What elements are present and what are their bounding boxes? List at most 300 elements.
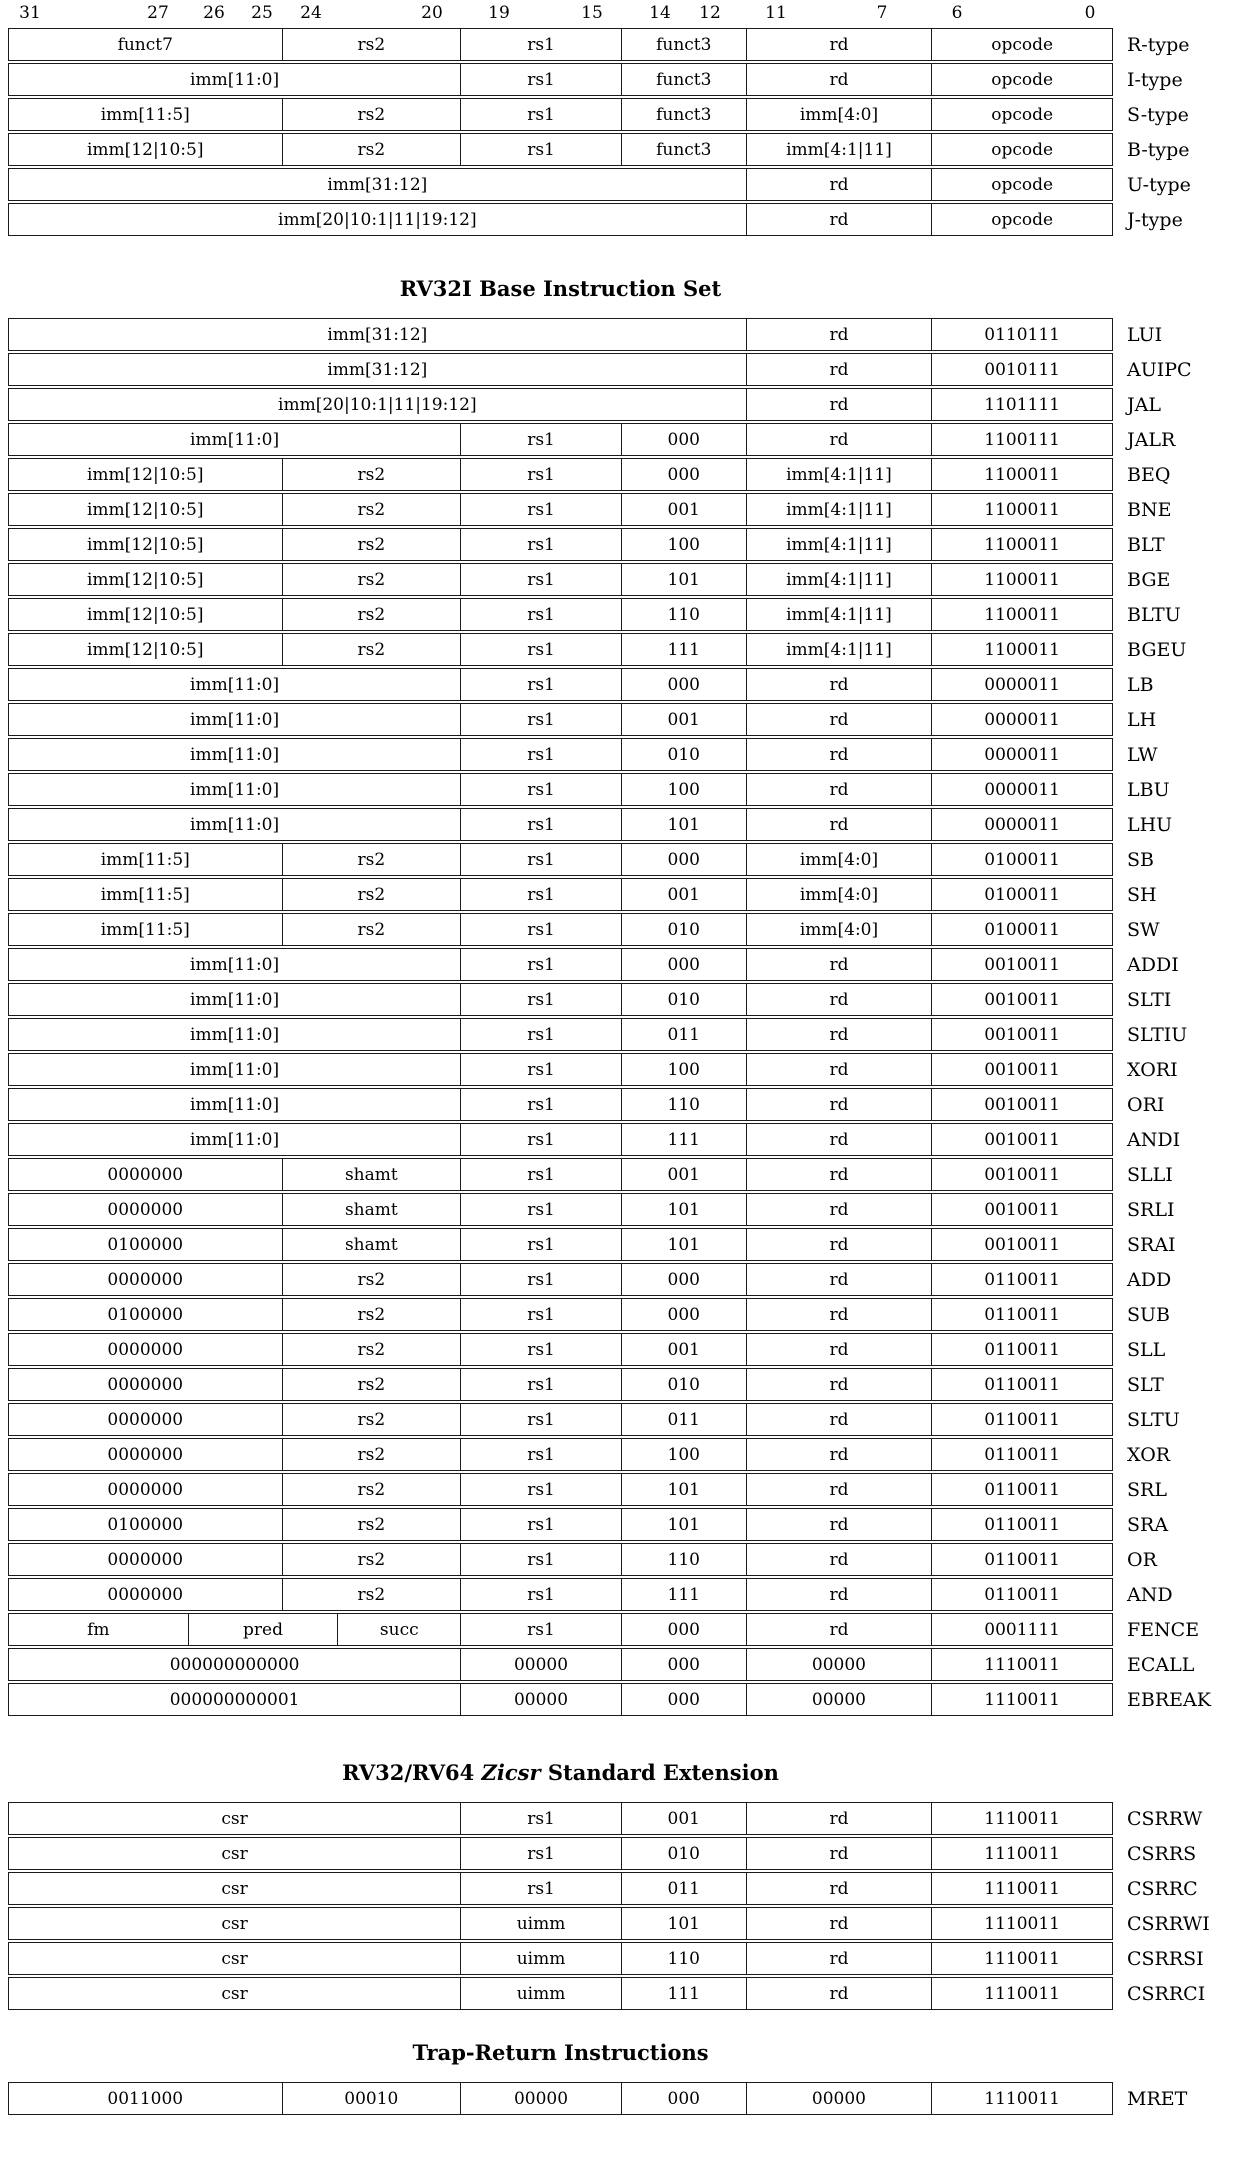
mnemonic-label: CSRRC (1127, 1877, 1198, 1900)
field-rs2: rs2 (282, 134, 461, 165)
field-rs1: rs1 (460, 1803, 621, 1834)
field-imm12: imm[11:0] (190, 1094, 280, 1115)
field-rd: imm[4:1|11] (746, 459, 932, 490)
field-funct7: 0000000 (107, 1549, 184, 1570)
field-funct3: 000 (621, 949, 746, 980)
field-funct3: 110 (621, 1544, 746, 1575)
field-rd: rd (746, 1838, 932, 1869)
rv32i-row-add (8, 1263, 1252, 1296)
field-funct3: 001 (621, 1803, 746, 1834)
field-funct3: 001 (621, 879, 746, 910)
field-rd: imm[4:0] (746, 844, 932, 875)
field-opcode: 0110011 (931, 1264, 1112, 1295)
section-title-trap-return (8, 2040, 1113, 2066)
field-rs1: rs1 (460, 1054, 621, 1085)
zicsr-row-csrrs (8, 1837, 1252, 1870)
field-rs1: rs1 (460, 424, 621, 455)
mnemonic-label: SLTIU (1127, 1023, 1188, 1046)
field-opcode: opcode (931, 204, 1112, 235)
field-rd: rd (746, 739, 932, 770)
field-funct7: 0100000 (107, 1304, 184, 1325)
field-rs1: rs1 (460, 809, 621, 840)
mnemonic-label: ADDI (1127, 953, 1179, 976)
field-rd: rd (746, 1194, 932, 1225)
rv32i-row-sb (8, 843, 1252, 876)
page-content (8, 0, 1252, 2117)
field-funct7: imm[11:5] (100, 849, 190, 870)
field-funct3: 000 (621, 2083, 746, 2114)
mnemonic-label: CSRRW (1127, 1807, 1203, 1830)
field-funct3: 000 (621, 669, 746, 700)
rv32i-row-and (8, 1578, 1252, 1611)
mnemonic-label: ECALL (1127, 1653, 1195, 1676)
field-rd: rd (746, 949, 932, 980)
mnemonic-label: LH (1127, 708, 1157, 731)
field-rs1: rs1 (460, 459, 621, 490)
rv32i-row-blt (8, 528, 1252, 561)
field-funct7: 0100000 (107, 1234, 184, 1255)
field-rd: rd (746, 1978, 932, 2009)
instruction-format-table (8, 28, 1252, 236)
field-funct3: 000 (621, 1684, 746, 1715)
field-rs1: rs1 (460, 1299, 621, 1330)
rv32i-row-slti (8, 983, 1252, 1016)
field-funct7: imm[11:5] (100, 884, 190, 905)
field-rd: rd (746, 1124, 932, 1155)
field-rd: rd (746, 704, 932, 735)
bitfield-row (8, 1298, 1113, 1331)
field-rs2: rs2 (282, 1509, 461, 1540)
field-funct3: 000 (621, 1649, 746, 1680)
rv32i-row-srl (8, 1473, 1252, 1506)
bitfield-row (8, 948, 1113, 981)
field-imm12: csr (221, 1808, 248, 1829)
field-rd: rd (746, 1229, 932, 1260)
field-rs1: rs1 (460, 1159, 621, 1190)
field-funct3: 000 (621, 1264, 746, 1295)
bit-number-11: 11 (765, 3, 787, 23)
zicsr-instruction-table (8, 1802, 1252, 2010)
field-opcode: 1100011 (931, 459, 1112, 490)
field-opcode: 0100011 (931, 879, 1112, 910)
zicsr-row-csrrc (8, 1872, 1252, 1905)
bit-number-0: 0 (1084, 3, 1096, 23)
bitfield-row (8, 1578, 1113, 1611)
field-funct3: funct3 (621, 64, 746, 95)
field-rs1: rs1 (460, 984, 621, 1015)
field-rs2: shamt (282, 1229, 461, 1260)
field-funct3: 101 (621, 1908, 746, 1939)
format-row-i-type (8, 63, 1252, 96)
field-rd: rd (746, 1089, 932, 1120)
field-funct7: 0000000 (107, 1339, 184, 1360)
mnemonic-label: I-type (1127, 68, 1183, 91)
zicsr-row-csrrwi (8, 1907, 1252, 1940)
field-opcode: 1100011 (931, 634, 1112, 665)
field-rs2: rs2 (282, 1264, 461, 1295)
rv32i-row-xor (8, 1438, 1252, 1471)
rv32i-instruction-table (8, 318, 1252, 1716)
rv32i-row-sltu (8, 1403, 1252, 1436)
bitfield-row (8, 423, 1113, 456)
bitfield-row (8, 1907, 1113, 1940)
field-rd: rd (746, 1614, 932, 1645)
field-funct7: imm[11:5] (100, 104, 190, 125)
bitfield-row (8, 1403, 1113, 1436)
bitfield-row (8, 738, 1113, 771)
field-imm20: imm[31:12] (327, 359, 428, 380)
field-rs1: rs1 (460, 529, 621, 560)
mnemonic-label: OR (1127, 1548, 1157, 1571)
field-imm12: imm[11:0] (190, 954, 280, 975)
field-opcode: 1100011 (931, 494, 1112, 525)
field-rs2: rs2 (282, 1579, 461, 1610)
bitfield-row (8, 563, 1113, 596)
bit-position-ruler (8, 0, 1113, 27)
field-rd: imm[4:0] (746, 99, 932, 130)
bitfield-row (8, 528, 1113, 561)
title-italic: Zicsr (481, 1760, 541, 1785)
field-rs1: 00000 (460, 2083, 621, 2114)
field-rs2: rs2 (282, 29, 461, 60)
field-rs2: shamt (282, 1194, 461, 1225)
field-rs1: 00000 (460, 1684, 621, 1715)
field-opcode: 0010011 (931, 1124, 1112, 1155)
field-opcode: 0000011 (931, 669, 1112, 700)
field-funct3: 110 (621, 1943, 746, 1974)
mnemonic-label: SLT (1127, 1373, 1164, 1396)
field-opcode: 0100011 (931, 844, 1112, 875)
field-rs2: rs2 (282, 529, 461, 560)
field-rs1: rs1 (460, 1334, 621, 1365)
bitfield-row (8, 1088, 1113, 1121)
field-funct3: 000 (621, 459, 746, 490)
field-rd: rd (746, 354, 932, 385)
field-opcode: 1101111 (931, 389, 1112, 420)
bitfield-row (8, 1368, 1113, 1401)
bitfield-row (8, 633, 1113, 666)
zicsr-row-csrrci (8, 1977, 1252, 2010)
field-rs2: rs2 (282, 844, 461, 875)
rv32i-row-beq (8, 458, 1252, 491)
field-funct3: 101 (621, 1229, 746, 1260)
field-funct7: imm[12|10:5] (87, 569, 204, 590)
mnemonic-label: S-type (1127, 103, 1189, 126)
field-opcode: 1110011 (931, 1943, 1112, 1974)
field-imm12: csr (221, 1878, 248, 1899)
field-funct7: 0000000 (107, 1164, 184, 1185)
bitfield-row (8, 1977, 1113, 2010)
field-rs1: rs1 (460, 879, 621, 910)
rv32i-row-addi (8, 948, 1252, 981)
bit-number-14: 14 (649, 3, 671, 23)
bitfield-row (8, 353, 1113, 386)
mnemonic-label: LUI (1127, 323, 1163, 346)
field-rs1: rs1 (460, 1474, 621, 1505)
field-rs2: rs2 (282, 564, 461, 595)
field-rs1: rs1 (460, 669, 621, 700)
field-rd: 00000 (746, 1684, 932, 1715)
field-imm12: csr (221, 1983, 248, 2004)
field-funct3: 000 (621, 1614, 746, 1645)
rv32i-row-ori (8, 1088, 1252, 1121)
field-opcode: 1110011 (931, 1649, 1112, 1680)
field-imm12: imm[11:0] (190, 989, 280, 1010)
field-rd: rd (746, 1019, 932, 1050)
field-funct3: 001 (621, 1159, 746, 1190)
field-imm12: imm[11:0] (190, 1024, 280, 1045)
bitfield-row (8, 388, 1113, 421)
field-pred: pred (188, 1614, 338, 1645)
field-funct7: imm[12|10:5] (87, 639, 204, 660)
mnemonic-label: SH (1127, 883, 1157, 906)
bit-number-24: 24 (300, 3, 322, 23)
field-funct3: 011 (621, 1873, 746, 1904)
field-rs2: rs2 (282, 1544, 461, 1575)
field-funct7: funct7 (117, 34, 173, 55)
field-rs1: rs1 (460, 1579, 621, 1610)
bitfield-row (8, 1508, 1113, 1541)
mnemonic-label: LBU (1127, 778, 1170, 801)
mnemonic-label: SRAI (1127, 1233, 1176, 1256)
field-rs1: rs1 (460, 634, 621, 665)
field-imm12: 000000000001 (169, 1689, 300, 1710)
bitfield-row (8, 1802, 1113, 1835)
field-funct7: imm[12|10:5] (87, 499, 204, 520)
field-funct3: funct3 (621, 134, 746, 165)
rv32i-row-srli (8, 1193, 1252, 1226)
rv32i-row-jalr (8, 423, 1252, 456)
bitfield-row (8, 2082, 1113, 2115)
field-rs1: rs1 (460, 704, 621, 735)
field-rs1: rs1 (460, 564, 621, 595)
bit-number-7: 7 (876, 3, 888, 23)
rv32i-row-lh (8, 703, 1252, 736)
field-funct7: imm[12|10:5] (87, 534, 204, 555)
field-rs1: rs1 (460, 29, 621, 60)
field-opcode: opcode (931, 64, 1112, 95)
mnemonic-label: R-type (1127, 33, 1190, 56)
mnemonic-label: J-type (1127, 208, 1183, 231)
field-opcode: 1110011 (931, 1838, 1112, 1869)
bitfield-row (8, 133, 1113, 166)
bit-number-19: 19 (488, 3, 510, 23)
field-funct3: 101 (621, 809, 746, 840)
field-rd: rd (746, 1404, 932, 1435)
field-funct3: 111 (621, 1579, 746, 1610)
field-rd: rd (746, 1369, 932, 1400)
mnemonic-label: BGEU (1127, 638, 1187, 661)
field-rs2: rs2 (282, 1369, 461, 1400)
field-rs1: rs1 (460, 1369, 621, 1400)
field-funct7: 0000000 (107, 1584, 184, 1605)
bit-number-31: 31 (19, 3, 41, 23)
field-funct3: 010 (621, 914, 746, 945)
field-funct3: 011 (621, 1019, 746, 1050)
rv32i-row-jal (8, 388, 1252, 421)
field-opcode: 0010111 (931, 354, 1112, 385)
rv32i-row-fence (8, 1613, 1252, 1646)
field-rs1: rs1 (460, 844, 621, 875)
rv32i-row-bltu (8, 598, 1252, 631)
field-rd: imm[4:1|11] (746, 494, 932, 525)
field-imm20: imm[20|10:1|11|19:12] (278, 394, 477, 415)
field-funct7: 0000000 (107, 1409, 184, 1430)
field-funct3: 111 (621, 1124, 746, 1155)
field-funct3: 110 (621, 1089, 746, 1120)
bitfield-row (8, 1193, 1113, 1226)
mnemonic-label: BLTU (1127, 603, 1181, 626)
mnemonic-label: FENCE (1127, 1618, 1200, 1641)
field-opcode: 0110011 (931, 1369, 1112, 1400)
bitfield-row (8, 28, 1113, 61)
bitfield-row (8, 458, 1113, 491)
bitfield-row (8, 1053, 1113, 1086)
field-opcode: 0110011 (931, 1579, 1112, 1610)
field-funct3: 010 (621, 739, 746, 770)
field-rs1: rs1 (460, 134, 621, 165)
rv32i-row-sra (8, 1508, 1252, 1541)
field-funct3: 100 (621, 1054, 746, 1085)
field-opcode: 1100111 (931, 424, 1112, 455)
field-rd: rd (746, 1873, 932, 1904)
rv32i-row-bge (8, 563, 1252, 596)
mnemonic-label: ANDI (1127, 1128, 1181, 1151)
field-rs1: rs1 (460, 1509, 621, 1540)
mnemonic-label: BEQ (1127, 463, 1171, 486)
mnemonic-label: SLTI (1127, 988, 1172, 1011)
field-rs1: rs1 (460, 1194, 621, 1225)
field-rs1: rs1 (460, 949, 621, 980)
field-rd: rd (746, 204, 932, 235)
rv32i-row-andi (8, 1123, 1252, 1156)
field-imm12: imm[11:0] (190, 429, 280, 450)
field-rd: rd (746, 1439, 932, 1470)
field-rs2: rs2 (282, 459, 461, 490)
field-rs1: rs1 (460, 1229, 621, 1260)
field-funct3: 010 (621, 984, 746, 1015)
field-rs1: rs1 (460, 1089, 621, 1120)
field-opcode: 1100011 (931, 564, 1112, 595)
field-opcode: 1110011 (931, 1873, 1112, 1904)
field-opcode: 0100011 (931, 914, 1112, 945)
field-rd: 00000 (746, 1649, 932, 1680)
field-rs2: rs2 (282, 1439, 461, 1470)
bitfield-row (8, 1333, 1113, 1366)
rv32i-row-or (8, 1543, 1252, 1576)
field-imm12: imm[11:0] (190, 744, 280, 765)
field-rs2: rs2 (282, 879, 461, 910)
bitfield-row (8, 1942, 1113, 1975)
field-rs1: rs1 (460, 1404, 621, 1435)
bit-number-25: 25 (251, 3, 273, 23)
field-rd: rd (746, 1299, 932, 1330)
rv32i-row-xori (8, 1053, 1252, 1086)
field-opcode: 0000011 (931, 739, 1112, 770)
bitfield-row (8, 493, 1113, 526)
field-rd: rd (746, 774, 932, 805)
mnemonic-label: AUIPC (1127, 358, 1192, 381)
mnemonic-label: LW (1127, 743, 1158, 766)
field-opcode: opcode (931, 169, 1112, 200)
mnemonic-label: CSRRSI (1127, 1947, 1204, 1970)
field-opcode: 1110011 (931, 1803, 1112, 1834)
rv32i-row-slli (8, 1158, 1252, 1191)
bitfield-row (8, 63, 1113, 96)
field-funct3: 000 (621, 844, 746, 875)
field-funct3: 010 (621, 1838, 746, 1869)
rv32i-row-lhu (8, 808, 1252, 841)
mnemonic-label: JAL (1127, 393, 1161, 416)
bitfield-row (8, 1158, 1113, 1191)
field-rs2: rs2 (282, 1334, 461, 1365)
field-funct7: imm[12|10:5] (87, 604, 204, 625)
field-opcode: 1100011 (931, 529, 1112, 560)
field-rd: imm[4:1|11] (746, 599, 932, 630)
bit-number-12: 12 (699, 3, 721, 23)
mnemonic-label: LB (1127, 673, 1154, 696)
field-rd: rd (746, 984, 932, 1015)
field-rs2: rs2 (282, 599, 461, 630)
rv32i-row-sh (8, 878, 1252, 911)
field-rd: rd (746, 1908, 932, 1939)
field-rd: rd (746, 1803, 932, 1834)
rv32i-row-ebreak (8, 1683, 1252, 1716)
field-opcode: 0001111 (931, 1614, 1112, 1645)
field-funct3: 100 (621, 1439, 746, 1470)
field-funct7: imm[11:5] (100, 919, 190, 940)
field-rd: imm[4:1|11] (746, 564, 932, 595)
field-rd: rd (746, 1264, 932, 1295)
field-rs1: rs1 (460, 1124, 621, 1155)
rv32i-row-bgeu (8, 633, 1252, 666)
bit-number-27: 27 (147, 3, 169, 23)
mnemonic-label: BNE (1127, 498, 1172, 521)
field-rd: imm[4:0] (746, 914, 932, 945)
bitfield-row (8, 1837, 1113, 1870)
format-row-b-type (8, 133, 1252, 166)
field-rs2: rs2 (282, 1299, 461, 1330)
field-opcode: 0110011 (931, 1509, 1112, 1540)
title-text: RV32/RV64 (342, 1760, 482, 1785)
field-imm12: imm[11:0] (190, 1129, 280, 1150)
field-imm20: imm[31:12] (327, 174, 428, 195)
field-opcode: 0110011 (931, 1334, 1112, 1365)
field-imm12: 000000000000 (169, 1654, 300, 1675)
field-rd: 00000 (746, 2083, 932, 2114)
bitfield-row (8, 1263, 1113, 1296)
bit-number-20: 20 (421, 3, 443, 23)
title-text: Standard Extension (540, 1760, 779, 1785)
bitfield-row (8, 1613, 1113, 1646)
bit-number-6: 6 (951, 3, 963, 23)
field-rs2: 00010 (282, 2083, 461, 2114)
field-imm12: csr (221, 1913, 248, 1934)
rv32i-row-lui (8, 318, 1252, 351)
rv32i-row-bne (8, 493, 1252, 526)
field-succ: succ (337, 1614, 460, 1645)
bitfield-row (8, 1648, 1113, 1681)
field-funct3: 001 (621, 704, 746, 735)
field-opcode: 0010011 (931, 1054, 1112, 1085)
mnemonic-label: SUB (1127, 1303, 1170, 1326)
field-opcode: 1110011 (931, 1908, 1112, 1939)
field-funct3: 110 (621, 599, 746, 630)
field-rs1: rs1 (460, 914, 621, 945)
field-opcode: 0000011 (931, 774, 1112, 805)
format-row-u-type (8, 168, 1252, 201)
field-funct7: 0000000 (107, 1479, 184, 1500)
